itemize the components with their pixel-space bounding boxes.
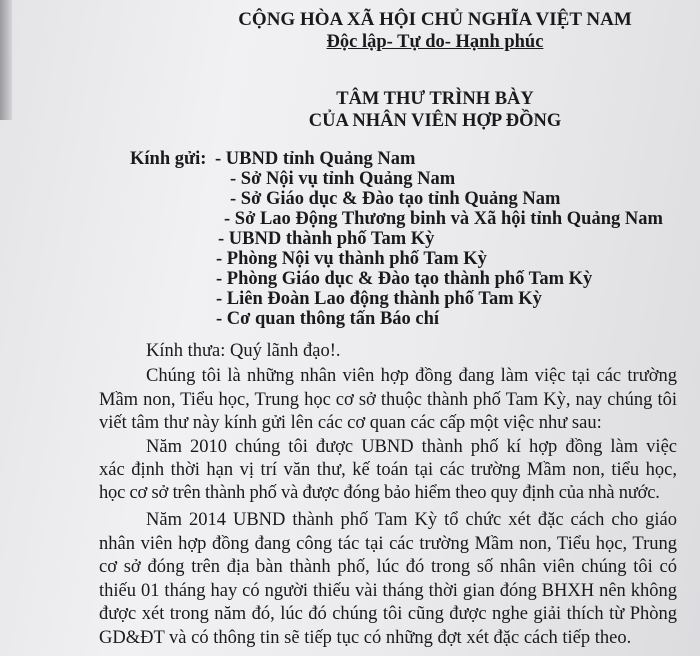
recipient: - Phòng Giáo dục & Đào tạo thành phố Tam Kỳ <box>216 269 593 289</box>
body-line: học cơ sở trên thành phố và được đóng bảo hiểm theo quy định của nhà nước. <box>99 483 660 503</box>
recipient: - UBND thành phố Tam Kỳ <box>218 229 435 249</box>
recipients-label: Kính gửi: <box>130 149 207 169</box>
body-line: Năm 2010 chúng tôi được UBND thành phố kí hợp đồng làm việc <box>146 437 677 457</box>
body-line: Năm 2014 UBND thành phố Tam Kỳ tổ chức xét đặc cách cho giáo <box>146 510 677 530</box>
body-line: viết tâm thư này kính gửi lên các cơ quan các cấp một việc như sau: <box>99 413 602 433</box>
recipient: - UBND tỉnh Quảng Nam <box>215 149 416 169</box>
body-line: Chúng tôi là những nhân viên hợp đồng đang làm việc tại các trường <box>146 366 677 386</box>
body-line: GD&ĐT và có thông tin sẽ tiếp tục có những đợt xét đặc cách tiếp theo. <box>99 628 632 648</box>
recipient: - Cơ quan thông tấn Báo chí <box>216 309 440 329</box>
recipient: - Liên Đoàn Lao động thành phố Tam Kỳ <box>216 289 542 309</box>
recipient: - Sở Lao Động Thương binh và Xã hội tỉnh Quảng Nam <box>224 209 663 229</box>
national-title: CỘNG HÒA XÃ HỘI CHỦ NGHĨA VIỆT NAM <box>238 9 632 30</box>
body-line: thiếu 01 tháng hay có người thiếu vài tháng thời gian đóng BHXH nên không <box>99 581 677 601</box>
body-line: được xét trong năm đó, lúc đó chúng tôi cũng được nghe giải thích từ Phòng <box>99 604 677 624</box>
letter-title-line-2: CỦA NHÂN VIÊN HỢP ĐỒNG <box>308 111 562 131</box>
body-line: cơ sở đóng trên địa bàn thành phố, lúc đó trong số nhân viên chúng tôi có <box>99 557 677 577</box>
body-line: Mầm non, Tiểu học, Trung học cơ sở thuộc thành phố Tam Kỳ, nay chúng tôi <box>99 390 677 410</box>
salutation: Kính thưa: Quý lãnh đạo!. <box>146 341 341 361</box>
recipient: - Phòng Nội vụ thành phố Tam Kỳ <box>216 249 487 269</box>
letter-title-line-1: TÂM THƯ TRÌNH BÀY <box>336 89 534 109</box>
body-line: xác định thời hạn vị trí văn thư, kế toán tại các trường Mầm non, tiểu học, <box>99 460 677 480</box>
recipient: - Sở Giáo dục & Đào tạo tỉnh Quảng Nam <box>230 189 561 209</box>
recipient: - Sở Nội vụ tỉnh Quảng Nam <box>230 169 456 189</box>
national-motto: Độc lập- Tự do- Hạnh phúc <box>326 32 544 52</box>
body-line: nhân viên hợp đồng đang công tác tại các trường Mầm non, Tiểu học, Trung <box>99 534 677 554</box>
